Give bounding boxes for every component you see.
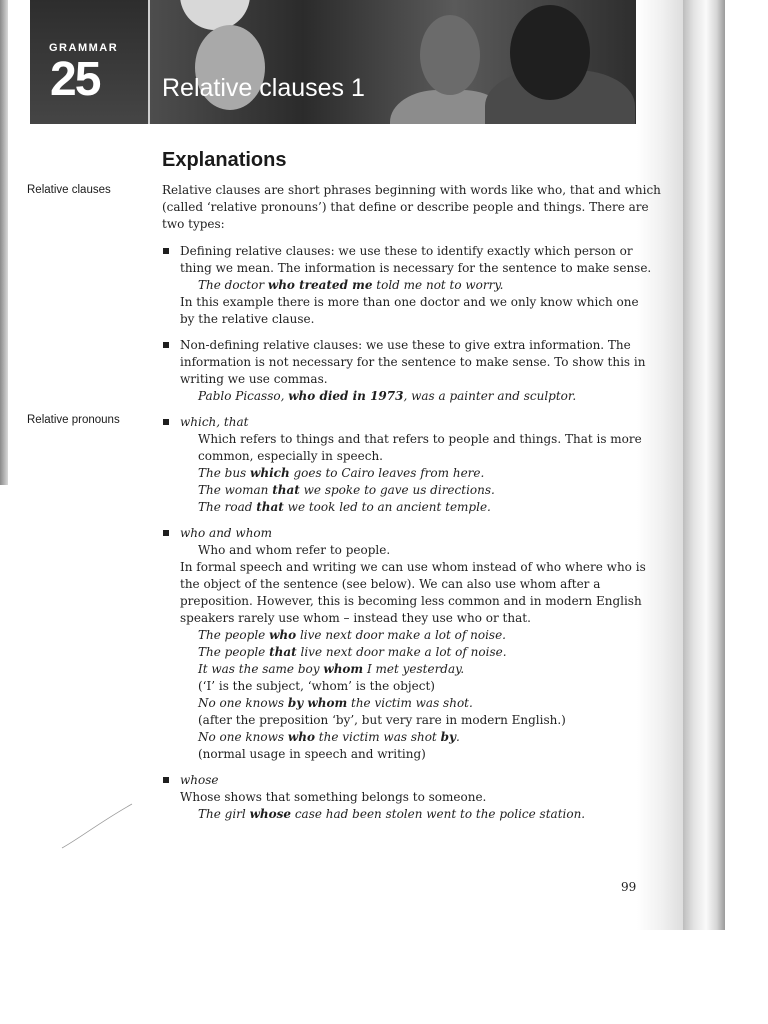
example-sentence: The girl whose case had been stolen went to the police station. bbox=[198, 807, 586, 821]
grammar-label: GRAMMAR bbox=[49, 42, 119, 54]
bullet-icon bbox=[163, 777, 169, 783]
who-whom-line: preposition. However, this is becoming less common and in modern English bbox=[180, 594, 642, 608]
banner-photo-person bbox=[420, 15, 480, 95]
bullet-icon bbox=[163, 342, 169, 348]
example-sentence: The road that we took led to an ancient temple. bbox=[198, 500, 491, 514]
example-sentence: The doctor who treated me told me not to worry. bbox=[198, 278, 504, 292]
example-sentence: The bus which goes to Cairo leaves from here. bbox=[198, 466, 485, 480]
example-sentence: Pablo Picasso, who died in 1973, was a painter and sculptor. bbox=[198, 389, 577, 403]
note-line: (after the preposition ‘by’, but very rare in modern English.) bbox=[198, 713, 566, 727]
who-whom-line: the object of the sentence (see below). We can also use whom after a bbox=[180, 577, 601, 591]
defining-line: thing we mean. The information is necessary for the sentence to make sense. bbox=[180, 261, 652, 275]
defining-line: In this example there is more than one doctor and we only know which one bbox=[180, 295, 639, 309]
which-that-line: common, especially in speech. bbox=[198, 449, 383, 463]
who-whom-line: Who and whom refer to people. bbox=[198, 543, 391, 557]
unit-number: 25 bbox=[50, 53, 100, 106]
who-whom-line: speakers rarely use whom – instead they use who or that. bbox=[180, 611, 531, 625]
intro-line: (called ‘relative pronouns’) that define or describe people and things. There are bbox=[162, 200, 649, 214]
example-sentence: The people that live next door make a lot of noise. bbox=[198, 645, 507, 659]
banner-divider bbox=[148, 0, 150, 124]
which-that-line: Which refers to things and that refers to people and things. That is more bbox=[198, 432, 642, 446]
nondefining-line: writing we use commas. bbox=[180, 372, 328, 386]
page-left-shadow bbox=[0, 0, 8, 485]
page-edge-shadow bbox=[683, 0, 725, 930]
who-whom-heading: who and whom bbox=[180, 526, 273, 540]
bullet-icon bbox=[163, 419, 169, 425]
intro-line: two types: bbox=[162, 217, 225, 231]
bullet-icon bbox=[163, 530, 169, 536]
example-sentence: It was the same boy whom I met yesterday. bbox=[198, 662, 465, 676]
page-number: 99 bbox=[621, 880, 637, 894]
example-sentence: The woman that we spoke to gave us directions. bbox=[198, 483, 495, 497]
nondefining-line: information is not necessary for the sentence to make sense. To show this in bbox=[180, 355, 646, 369]
example-sentence: No one knows by whom the victim was shot. bbox=[198, 696, 473, 710]
section-title: Explanations bbox=[162, 149, 287, 171]
side-label-relative-pronouns: Relative pronouns bbox=[27, 414, 120, 426]
page-gutter-shadow bbox=[637, 0, 685, 930]
whose-heading: whose bbox=[180, 773, 219, 787]
banner-photo-person bbox=[510, 5, 590, 100]
bullet-icon bbox=[163, 248, 169, 254]
defining-line: Defining relative clauses: we use these to identify exactly which person or bbox=[180, 244, 633, 258]
example-sentence: The people who live next door make a lot of noise. bbox=[198, 628, 506, 642]
note-line: (normal usage in speech and writing) bbox=[198, 747, 426, 761]
side-label-relative-clauses: Relative clauses bbox=[27, 184, 111, 196]
example-sentence: No one knows who the victim was shot by. bbox=[198, 730, 460, 744]
nondefining-line: Non-defining relative clauses: we use these to give extra information. The bbox=[180, 338, 631, 352]
unit-title: Relative clauses 1 bbox=[162, 74, 365, 102]
which-that-heading: which, that bbox=[180, 415, 249, 429]
note-line: (‘I’ is the subject, ‘whom’ is the object) bbox=[198, 679, 435, 693]
whose-line: Whose shows that something belongs to someone. bbox=[180, 790, 487, 804]
defining-line: by the relative clause. bbox=[180, 312, 315, 326]
pencil-mark bbox=[60, 800, 140, 850]
banner-photo-lamp bbox=[180, 0, 250, 30]
who-whom-line: In formal speech and writing we can use whom instead of who where who is bbox=[180, 560, 646, 574]
intro-line: Relative clauses are short phrases beginning with words like who, that and which bbox=[162, 183, 661, 197]
chapter-banner bbox=[30, 0, 636, 124]
